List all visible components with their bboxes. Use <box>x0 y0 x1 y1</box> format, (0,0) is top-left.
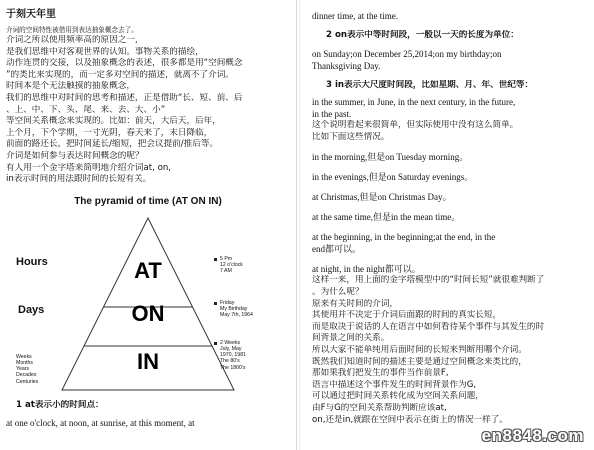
section-heading-in: 3 in表示大尺度时间段，比如星期、月、年、世纪等： <box>326 79 534 90</box>
example-line: on Sunday;on December 25,2014;on my birthday;on <box>312 48 502 59</box>
right-page <box>299 0 594 450</box>
note-line: 这个说明看起来很简单，但实际使用中没有这么简单。 <box>312 120 519 131</box>
unit-item: Centuries <box>16 378 39 385</box>
bullet-marker <box>214 258 217 261</box>
unit-item: Decades <box>16 372 37 379</box>
text-line: 时间本是个无法触摸的抽象概念， <box>6 81 135 92</box>
time-pyramid-figure <box>6 192 290 394</box>
text-line: 既然我们知道时间的描述主要是通过空间概念来类比的， <box>312 356 527 367</box>
example-line: in the past. <box>312 109 352 120</box>
side-label-hours: Hours <box>16 255 48 268</box>
example-item: The 1800's <box>220 364 246 371</box>
text-line: 这样一来，用上面的金字塔模型中的“时间长短”就很难判断了 <box>312 275 545 286</box>
example-item: 12 o'clock <box>220 261 243 268</box>
text-line: 前面的路还长，把时间延长/缩短，把会议提前/推后等。 <box>6 139 219 150</box>
on-examples <box>220 300 253 319</box>
text-line: 由F与G的空间关系帮助判断应该at, <box>312 402 447 413</box>
bullet-marker <box>214 302 217 305</box>
example-item: 5 Pm <box>220 255 233 262</box>
intro-text <box>6 26 290 186</box>
text-line: 有人用一个金字塔来简明地介绍介词at, on, <box>6 162 172 173</box>
example-line: at one o'clock, at noon, at sunrise, at this moment, at <box>6 418 195 429</box>
example-item: Friday <box>220 299 235 306</box>
side-label-days: Days <box>18 303 45 316</box>
text-line: 所以大家不能单纯用后面时间的长短来判断用哪个介词。 <box>312 344 527 355</box>
example-item: May 7th, 1964 <box>220 312 253 319</box>
text-line: 原来有关时间的介词， <box>312 298 398 309</box>
example-line: at the beginning, in the beginning;at the end, in the <box>312 232 496 243</box>
contrast-examples <box>312 151 586 275</box>
unit-item: Years <box>16 366 30 373</box>
example-line: at the same time,但是in the mean time。 <box>312 212 461 223</box>
text-line: 可以通过把时间关系转化成为空间关系问题， <box>312 391 484 402</box>
text-line: 动作连贯的交接，以及抽象概念的表述，很多都是用“空间概念 <box>6 58 243 69</box>
text-line: 其使用并不决定于介词后面跟的时间的真实长短， <box>312 310 502 321</box>
example-line: end都可以。 <box>312 244 361 255</box>
in-units-list <box>16 354 38 385</box>
site-watermark: en8848.com <box>481 426 584 445</box>
example-line: in the morning,但是on Tuesday morning。 <box>312 152 469 163</box>
text-line: 。为什么呢？ <box>312 286 364 297</box>
example-line: at Christmas,但是on Christmas Day。 <box>312 192 452 203</box>
bullet-marker <box>214 342 217 345</box>
section-heading-at: 1 at表示小的时间点： <box>16 399 104 410</box>
text-line: 、上、中、下、头、尾、来、去、大、小” <box>6 104 166 115</box>
text-line: 介词的空间特性被借用到表达抽象概念去了。 <box>6 26 138 34</box>
pyramid-word-on: ON <box>131 300 165 326</box>
example-line: at night, in the night都可以。 <box>312 264 421 275</box>
text-line: ”的类比来实现的，而一定多对空间的描述，就离不了介词。 <box>6 69 234 80</box>
text-line: 等空间关系概念来实现的。比如：前天，大后天，后年， <box>6 116 221 127</box>
in-examples-block <box>312 96 586 143</box>
unit-item: Weeks <box>16 353 32 360</box>
example-line: in the summer, in June, in the next century, in the future, <box>312 97 516 108</box>
note-line: 比如下面这些情况。 <box>312 131 390 142</box>
section-heading-on: 2 on表示中等时间段，一般以一天的长度为单位： <box>326 30 519 40</box>
figure-title: The pyramid of time (AT ON IN) <box>74 195 222 207</box>
example-item: 2 Weeks <box>220 339 241 346</box>
text-line: 我们的思维中对时间的思考和描述，正是借助“长、短、前、后 <box>6 92 243 103</box>
example-line: dinner time, at the time. <box>312 11 398 21</box>
page-title: 于刻天年里 <box>6 9 56 20</box>
text-line: on,还是in,就跟在空间中表示在街上的情况一样了。 <box>312 414 508 425</box>
example-line: Thanksgiving Day. <box>312 60 381 71</box>
in-examples <box>220 340 246 371</box>
example-item: July, May <box>220 345 242 352</box>
text-line: 上个月，下个学期，一寸光阴，春天来了，末日降临， <box>6 127 213 138</box>
at-examples <box>220 256 243 275</box>
text-line: 是我们思维中对客观世界的认知。事物关系的描绘， <box>6 46 204 57</box>
pyramid-word-at: AT <box>134 257 162 283</box>
example-item: 1970, 1981 <box>220 352 246 359</box>
text-line: 介词之所以使用频率高的原因之一， <box>6 35 144 45</box>
pyramid-word-in: IN <box>137 348 159 374</box>
explanation-paragraph <box>312 275 586 426</box>
example-line: in the evenings,但是on Saturday evenings。 <box>312 172 474 183</box>
text-line: in表示时间的用法跟时间的长短有关。 <box>6 174 152 185</box>
text-line: 那如果我们把发生的事件当作前景F, <box>312 368 449 379</box>
example-item: My Birthday <box>220 305 248 312</box>
example-item: The 80's <box>220 358 240 365</box>
unit-item: Months <box>16 359 34 366</box>
text-line: 而是取决于说话的人在语言中如何看待某个事件与其发生的时 <box>312 321 545 332</box>
on-examples-block <box>312 48 586 72</box>
text-line: 介词是如何参与表达时间概念的呢？ <box>6 150 144 161</box>
text-line: 语言中描述这个事件发生的时间背景作为G, <box>312 379 477 390</box>
text-line: 间背景之间的关系。 <box>312 333 390 344</box>
example-item: 7 AM <box>220 268 232 275</box>
